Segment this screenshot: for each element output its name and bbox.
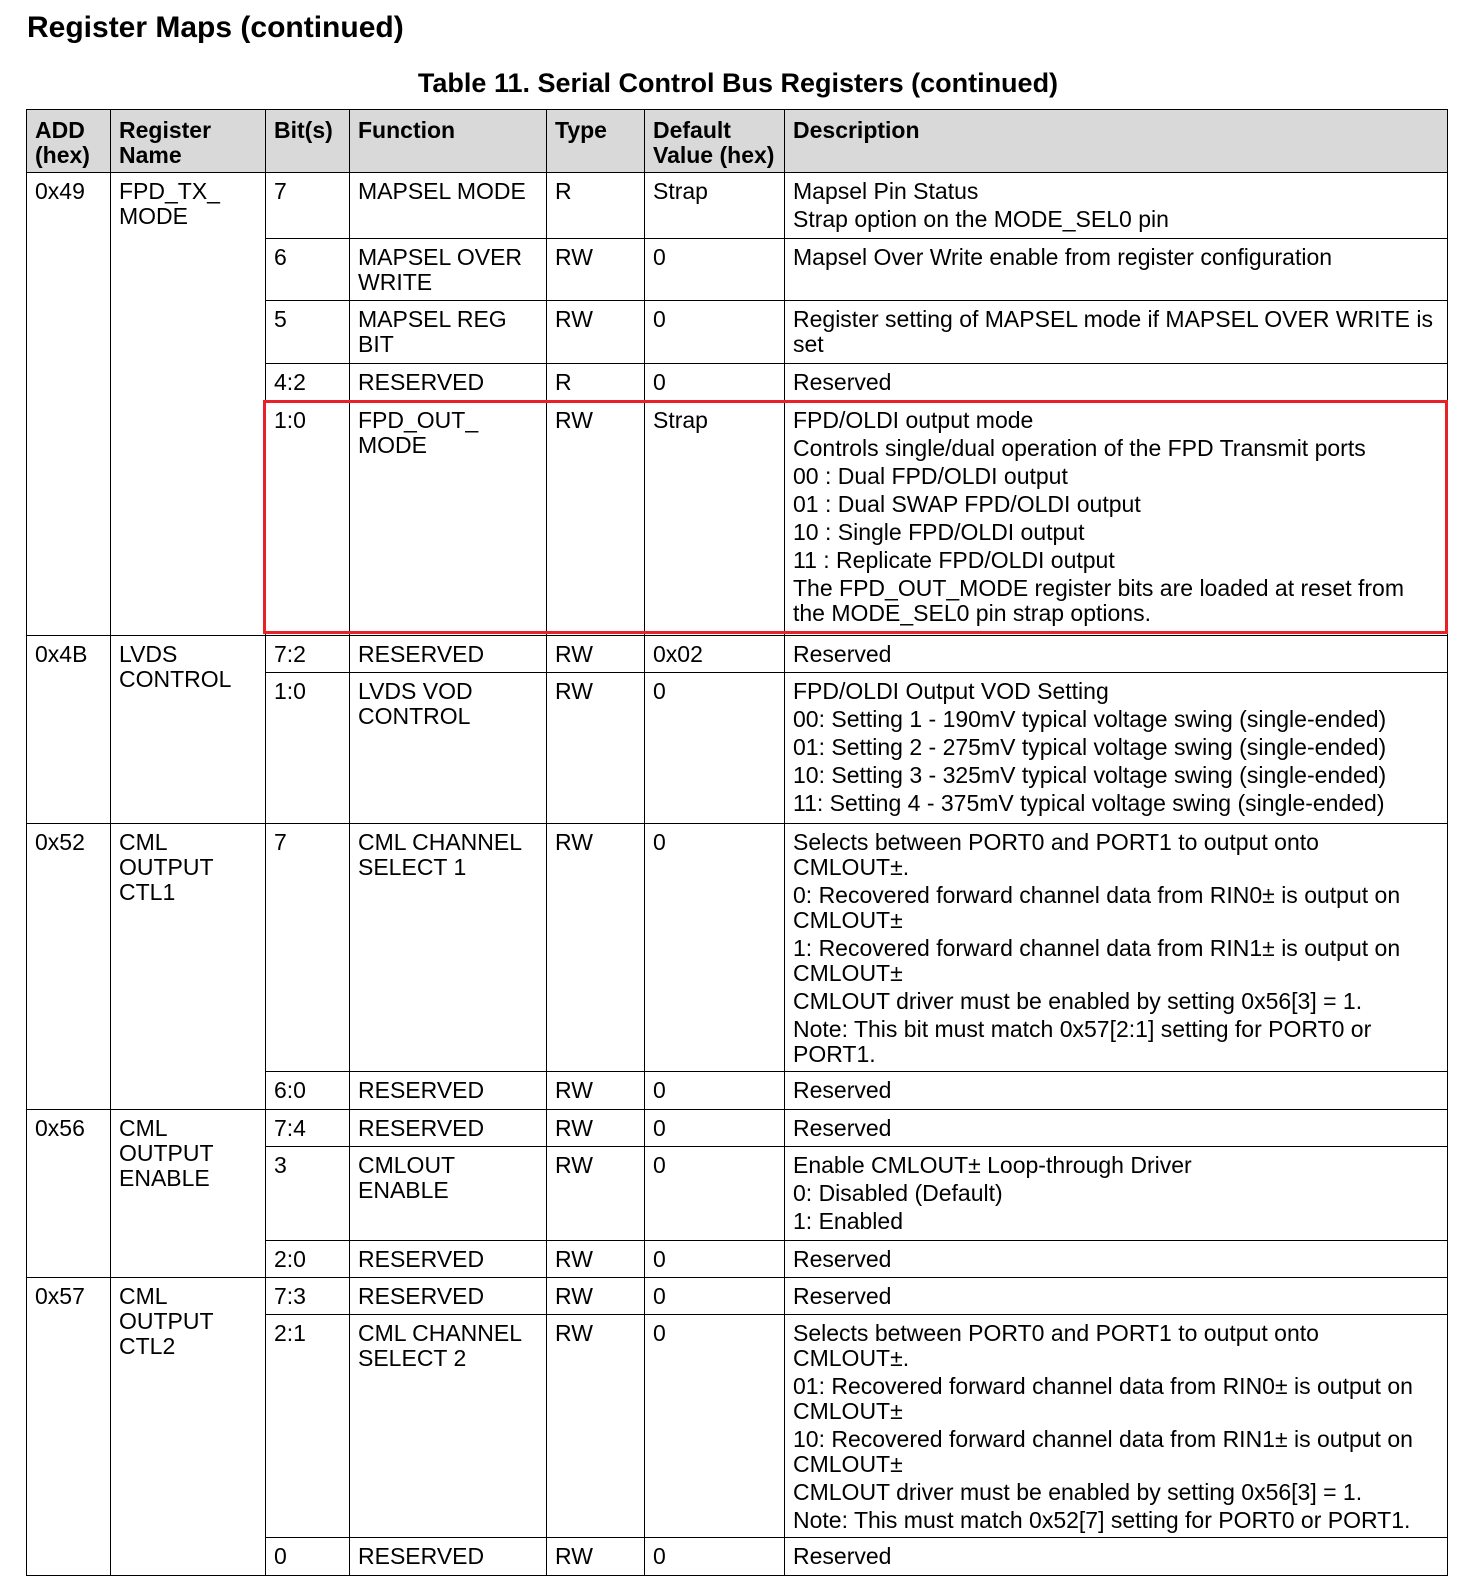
- description-line: 11: Setting 4 - 375mV typical voltage swing (single-ended): [793, 790, 1385, 816]
- default-value: 0: [645, 1072, 785, 1110]
- description-line: 10: Setting 3 - 325mV typical voltage swing (single-ended): [793, 762, 1387, 788]
- description-line: 10: Recovered forward channel data from RIN1± is output on CMLOUT±: [793, 1426, 1413, 1477]
- register-name: CML OUTPUT CTL2: [111, 1278, 266, 1576]
- function-name: RESERVED: [350, 1241, 547, 1278]
- access-type: RW: [547, 636, 645, 673]
- bit-field: 7:4: [266, 1110, 350, 1147]
- register-name: LVDS CONTROL: [111, 636, 266, 824]
- bit-field: 7: [266, 173, 350, 239]
- description-cell: [785, 824, 1448, 1072]
- register-address: 0x49: [27, 173, 111, 636]
- access-type: RW: [547, 1315, 645, 1538]
- description-line: Reserved: [793, 369, 892, 395]
- table-body: [27, 173, 1448, 1576]
- table-row: [27, 824, 1448, 1072]
- access-type: RW: [547, 1110, 645, 1147]
- description-cell: [785, 1315, 1448, 1538]
- access-type: RW: [547, 239, 645, 301]
- description-cell: [785, 173, 1448, 239]
- table-row: [27, 636, 1448, 673]
- description-cell: [785, 1072, 1448, 1110]
- register-address: 0x56: [27, 1110, 111, 1278]
- default-value: 0x02: [645, 636, 785, 673]
- register-name: CML OUTPUT ENABLE: [111, 1110, 266, 1278]
- function-name: MAPSEL MODE: [350, 173, 547, 239]
- register-address: 0x52: [27, 824, 111, 1110]
- bit-field: 4:2: [266, 364, 350, 402]
- default-value: 0: [645, 239, 785, 301]
- description-line: 0: Recovered forward channel data from RIN0± is output on CMLOUT±: [793, 882, 1401, 933]
- description-line: 01 : Dual SWAP FPD/OLDI output: [793, 491, 1141, 517]
- table-row: [27, 173, 1448, 239]
- description-line: 10 : Single FPD/OLDI output: [793, 519, 1085, 545]
- header-type: Type: [547, 110, 645, 173]
- header-bits: Bit(s): [266, 110, 350, 173]
- function-name: CMLOUT ENABLE: [350, 1147, 547, 1241]
- access-type: RW: [547, 402, 645, 636]
- description-cell: [785, 402, 1448, 636]
- description-line: Reserved: [793, 1283, 892, 1309]
- default-value: Strap: [645, 402, 785, 636]
- access-type: RW: [547, 1538, 645, 1576]
- default-value: 0: [645, 364, 785, 402]
- description-line: Controls single/dual operation of the FPD Transmit ports: [793, 435, 1366, 461]
- access-type: RW: [547, 1147, 645, 1241]
- access-type: R: [547, 173, 645, 239]
- default-value: 0: [645, 824, 785, 1072]
- access-type: RW: [547, 1072, 645, 1110]
- description-line: Reserved: [793, 1543, 892, 1569]
- function-name: MAPSEL OVER WRITE: [350, 239, 547, 301]
- function-name: CML CHANNEL SELECT 1: [350, 824, 547, 1072]
- page-heading: Register Maps (continued): [27, 11, 404, 44]
- register-name: CML OUTPUT CTL1: [111, 824, 266, 1110]
- header-default-value: Default Value (hex): [645, 110, 785, 173]
- bit-field: 7:2: [266, 636, 350, 673]
- header-addr: ADD (hex): [27, 110, 111, 173]
- header-register-name: Register Name: [111, 110, 266, 173]
- default-value: 0: [645, 1278, 785, 1315]
- access-type: RW: [547, 673, 645, 824]
- description-line: Selects between PORT0 and PORT1 to output onto CMLOUT±.: [793, 829, 1319, 880]
- access-type: RW: [547, 1278, 645, 1315]
- description-cell: [785, 239, 1448, 301]
- bit-field: 7:3: [266, 1278, 350, 1315]
- description-cell: [785, 1278, 1448, 1315]
- description-line: CMLOUT driver must be enabled by setting 0x56[3] = 1.: [793, 988, 1363, 1014]
- bit-field: 1:0: [266, 402, 350, 636]
- bit-field: 2:0: [266, 1241, 350, 1278]
- default-value: 0: [645, 1110, 785, 1147]
- description-cell: [785, 1538, 1448, 1576]
- function-name: RESERVED: [350, 1278, 547, 1315]
- description-cell: [785, 1241, 1448, 1278]
- function-name: FPD_OUT_ MODE: [350, 402, 547, 636]
- description-line: 11 : Replicate FPD/OLDI output: [793, 547, 1115, 573]
- description-line: Note: This must match 0x52[7] setting for PORT0 or PORT1.: [793, 1507, 1411, 1533]
- table-header-row: [27, 110, 1448, 173]
- register-address: 0x57: [27, 1278, 111, 1576]
- description-cell: [785, 636, 1448, 673]
- description-line: 1: Recovered forward channel data from RIN1± is output on CMLOUT±: [793, 935, 1401, 986]
- description-cell: [785, 1110, 1448, 1147]
- description-line: The FPD_OUT_MODE register bits are loaded at reset from the MODE_SEL0 pin strap options.: [793, 575, 1404, 626]
- description-line: Reserved: [793, 1246, 892, 1272]
- bit-field: 2:1: [266, 1315, 350, 1538]
- bit-field: 7: [266, 824, 350, 1072]
- function-name: RESERVED: [350, 1538, 547, 1576]
- access-type: RW: [547, 1241, 645, 1278]
- default-value: 0: [645, 1147, 785, 1241]
- function-name: CML CHANNEL SELECT 2: [350, 1315, 547, 1538]
- default-value: 0: [645, 1241, 785, 1278]
- description-line: 01: Recovered forward channel data from RIN0± is output on CMLOUT±: [793, 1373, 1413, 1424]
- function-name: RESERVED: [350, 364, 547, 402]
- default-value: 0: [645, 1538, 785, 1576]
- description-line: Mapsel Pin Status: [793, 178, 979, 204]
- bit-field: 0: [266, 1538, 350, 1576]
- description-line: Reserved: [793, 1115, 892, 1141]
- function-name: MAPSEL REG BIT: [350, 301, 547, 364]
- description-cell: [785, 1147, 1448, 1241]
- function-name: RESERVED: [350, 1110, 547, 1147]
- access-type: RW: [547, 301, 645, 364]
- description-line: Mapsel Over Write enable from register configuration: [793, 244, 1333, 270]
- table-row: [27, 1110, 1448, 1147]
- table-row: [27, 1278, 1448, 1315]
- bit-field: 3: [266, 1147, 350, 1241]
- description-line: Strap option on the MODE_SEL0 pin: [793, 206, 1169, 232]
- function-name: LVDS VOD CONTROL: [350, 673, 547, 824]
- description-line: 01: Setting 2 - 275mV typical voltage swing (single-ended): [793, 734, 1387, 760]
- default-value: 0: [645, 301, 785, 364]
- bit-field: 5: [266, 301, 350, 364]
- bit-field: 1:0: [266, 673, 350, 824]
- function-name: RESERVED: [350, 636, 547, 673]
- description-line: FPD/OLDI Output VOD Setting: [793, 678, 1109, 704]
- bit-field: 6:0: [266, 1072, 350, 1110]
- description-line: Note: This bit must match 0x57[2:1] setting for PORT0 or PORT1.: [793, 1016, 1372, 1067]
- default-value: 0: [645, 673, 785, 824]
- description-line: 1: Enabled: [793, 1208, 903, 1234]
- access-type: R: [547, 364, 645, 402]
- description-line: FPD/OLDI output mode: [793, 407, 1034, 433]
- bit-field: 6: [266, 239, 350, 301]
- description-line: Reserved: [793, 641, 892, 667]
- description-cell: [785, 301, 1448, 364]
- description-line: Selects between PORT0 and PORT1 to output onto CMLOUT±.: [793, 1320, 1319, 1371]
- description-line: 0: Disabled (Default): [793, 1180, 1003, 1206]
- default-value: Strap: [645, 173, 785, 239]
- description-cell: [785, 673, 1448, 824]
- register-name: FPD_TX_ MODE: [111, 173, 266, 636]
- description-line: Register setting of MAPSEL mode if MAPSEL OVER WRITE is set: [793, 306, 1433, 357]
- header-function: Function: [350, 110, 547, 173]
- default-value: 0: [645, 1315, 785, 1538]
- access-type: RW: [547, 824, 645, 1072]
- serial-control-bus-registers-table: [26, 109, 1448, 1576]
- header-description: Description: [785, 110, 1448, 173]
- description-cell: [785, 364, 1448, 402]
- description-line: Reserved: [793, 1077, 892, 1103]
- description-line: Enable CMLOUT± Loop-through Driver: [793, 1152, 1192, 1178]
- register-address: 0x4B: [27, 636, 111, 824]
- description-line: CMLOUT driver must be enabled by setting 0x56[3] = 1.: [793, 1479, 1363, 1505]
- description-line: 00 : Dual FPD/OLDI output: [793, 463, 1068, 489]
- table-caption: Table 11. Serial Control Bus Registers (continued): [417, 68, 1059, 98]
- function-name: RESERVED: [350, 1072, 547, 1110]
- description-line: 00: Setting 1 - 190mV typical voltage swing (single-ended): [793, 706, 1387, 732]
